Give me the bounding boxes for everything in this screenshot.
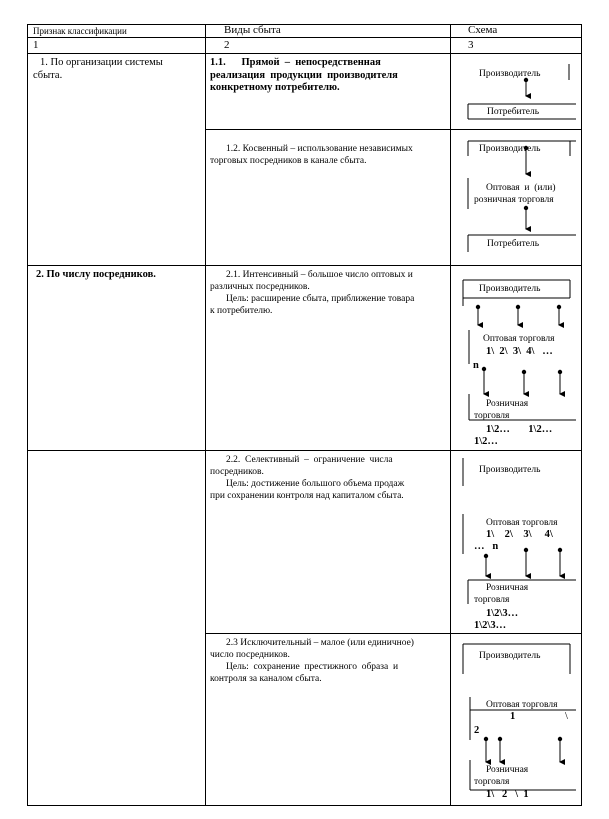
header-scheme: Схема xyxy=(468,24,498,36)
scheme4-wholesale-numbers: 1\ 2\ 3\ 4\ … n xyxy=(474,529,553,552)
scheme3-n: n xyxy=(473,360,479,371)
column-number-1: 1 xyxy=(33,39,39,51)
header-feature: Признак классификации xyxy=(33,26,127,36)
scheme5-wholesale: Оптовая торговля xyxy=(486,700,558,710)
scheme4-wholesale: Оптовая торговля xyxy=(486,518,558,528)
row2-selective: 2.2. Селективный – ограничение числа посредников. Цель: достижение большого объема продаж при сохранении контроля над капиталом сбыта. xyxy=(210,455,405,501)
scheme5-retail: Розничная торговля xyxy=(474,765,529,787)
scheme4-producer: Производитель xyxy=(479,465,541,475)
row1-direct-sale: 1.1. Прямой – непосредственная реализация продукции производителя конкретному потребителю. xyxy=(210,57,398,93)
column-number-3: 3 xyxy=(468,39,474,51)
scheme4-retail: Розничная торговля xyxy=(474,583,529,605)
scheme5-wholesale-slash: \ xyxy=(565,711,568,722)
row2-exclusive: 2.3 Исключительный – малое (или единичное) число посредников. Цель: сохранение престижного образа и контроля за каналом сбыта. xyxy=(210,638,414,684)
scheme3-wholesale: Оптовая торговля xyxy=(483,334,555,344)
row2-intensive: 2.1. Интенсивный – большое число оптовых и различных посредников. Цель: расширение сбыта, приближение товара к потребителю. xyxy=(210,270,415,316)
scheme5-wholesale-num-1: 1 xyxy=(510,711,516,722)
scheme5-producer: Производитель xyxy=(479,651,541,661)
scheme2-wholesale-retail: Оптовая и (или) розничная торговля xyxy=(474,183,556,205)
row1-indirect-sale: 1.2. Косвенный – использование независимых торговых посредников в канале сбыта. xyxy=(210,144,413,166)
scheme5-retail-numbers: 1\ 2 \ 1 xyxy=(486,789,529,800)
row1-feature: 1. По организации системы сбыта. xyxy=(33,57,163,81)
scheme3-retail-numbers: 1\2… 1\2… 1\2… xyxy=(474,424,553,447)
scheme5-wholesale-num-2: 2 xyxy=(474,725,480,736)
header-types: Виды сбыта xyxy=(224,24,281,36)
scheme1-consumer: Потребитель xyxy=(487,107,540,117)
scheme3-wholesale-numbers: 1\ 2\ 3\ 4\ … xyxy=(486,346,553,357)
scheme1-producer: Производитель xyxy=(479,69,541,79)
scheme3-retail: Розничная торговля xyxy=(474,399,529,421)
scheme2-producer: Производитель xyxy=(479,144,541,154)
scheme2-consumer: Потребитель xyxy=(487,239,540,249)
scheme4-retail-numbers: 1\2\3… 1\2\3… xyxy=(474,608,519,631)
scheme3-producer: Производитель xyxy=(479,284,541,294)
column-number-2: 2 xyxy=(224,39,230,51)
row2-feature: 2. По числу посредников. xyxy=(36,269,156,280)
